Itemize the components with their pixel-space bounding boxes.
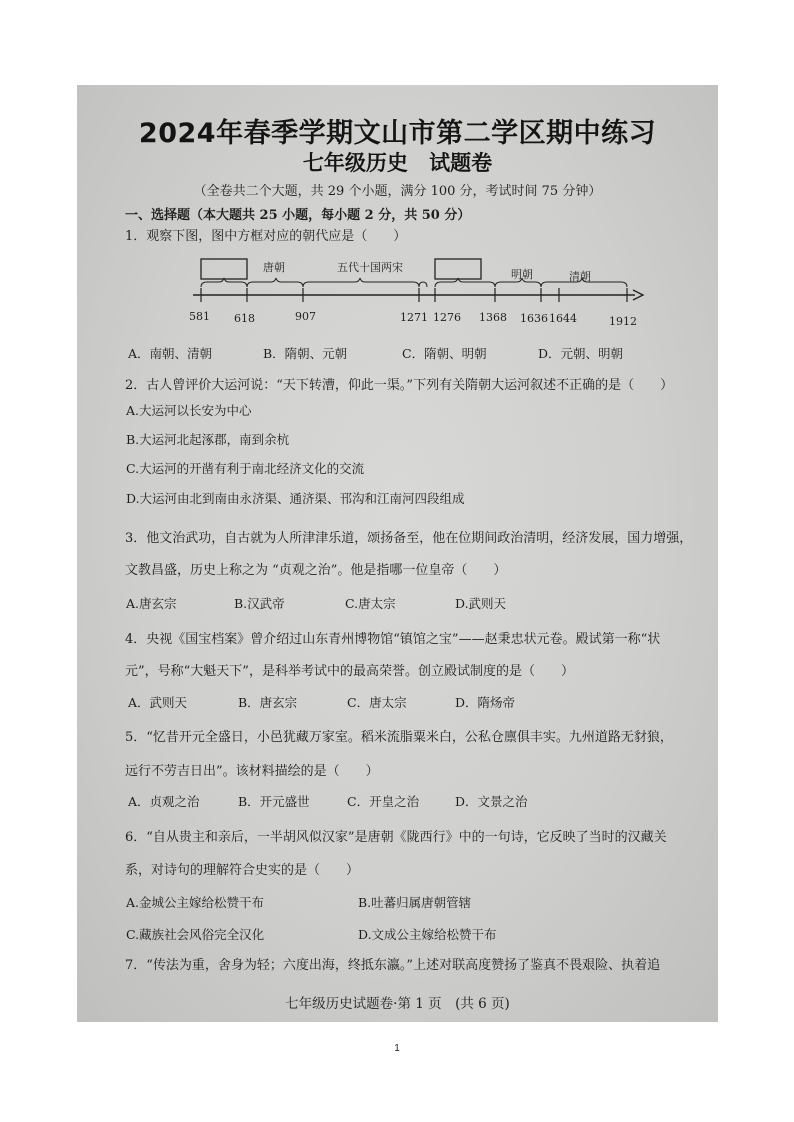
q1-option-a: A．南朝、清朝 (128, 346, 213, 361)
blank-box-2 (435, 259, 481, 279)
dynasty-timeline (187, 250, 657, 335)
q6-option-a: A.金城公主嫁给松赞干布 (126, 895, 265, 910)
q6-option-d: D.文成公主嫁给松赞干布 (358, 927, 497, 942)
question-5-line-2: 远行不劳吉日出”。该材料描绘的是（ ） (125, 764, 379, 779)
year-581: 581 (189, 310, 210, 323)
year-1636: 1636 (520, 312, 548, 325)
q4-option-d: D．隋炀帝 (455, 695, 516, 710)
question-4-line-1: 4．央视《国宝档案》曾介绍过山东青州博物馆“镇馆之宝”——赵秉忠状元卷。殿试第一称“状 (125, 632, 661, 647)
question-4-line-2: 元”，号称“大魁天下”，是科举考试中的最高荣誉。创立殿试制度的是（ ） (125, 664, 574, 679)
question-3-line-2: 文教昌盛，历史上称之为 “贞观之治”。他是指哪一位皇帝（ ） (125, 563, 507, 578)
q5-option-c: C．开皇之治 (347, 794, 420, 809)
q4-option-a: A．武则天 (128, 695, 188, 710)
q5-option-b: B．开元盛世 (238, 794, 310, 809)
year-1912: 1912 (609, 315, 637, 328)
exam-subtitle: 七年级历史 试题卷 (302, 151, 493, 175)
q2-option-d: D.大运河由北到南由永济渠、通济渠、邗沟和江南河四段组成 (126, 491, 465, 506)
q5-option-d: D．文景之治 (455, 794, 528, 809)
label-tang: 唐朝 (263, 261, 285, 274)
q1-option-b: B．隋朝、元朝 (263, 346, 348, 361)
label-wudai: 五代十国两宋 (337, 261, 403, 274)
q1-option-d: D．元朝、明朝 (538, 346, 624, 361)
q2-option-b: B.大运河北起涿郡，南到余杭 (126, 432, 290, 447)
q6-option-b: B.吐蕃归属唐朝管辖 (358, 895, 472, 910)
year-1368: 1368 (479, 311, 507, 324)
year-1271: 1271 (400, 311, 428, 324)
q3-option-a: A.唐玄宗 (126, 596, 177, 611)
blank-box-1 (201, 259, 247, 279)
question-7-line-1: 7．“传法为重，舍身为轻；六度出海，终抵东瀛。”上述对联高度赞扬了鉴真不畏艰险、执着追 (125, 958, 661, 973)
q3-option-b: B.汉武帝 (234, 596, 285, 611)
page-number: 1 (394, 1043, 400, 1054)
q6-option-c: C.藏族社会风俗完全汉化 (126, 927, 265, 942)
scanned-exam-page (77, 85, 718, 1022)
year-907: 907 (295, 310, 316, 323)
q3-option-d: D.武则天 (455, 596, 507, 611)
year-618: 618 (234, 312, 255, 325)
year-1276: 1276 (433, 311, 461, 324)
q5-option-a: A．贞观之治 (128, 794, 200, 809)
label-ming: 明朝 (511, 268, 533, 281)
q4-option-c: C．唐太宗 (347, 695, 407, 710)
q4-option-b: B．唐玄宗 (238, 695, 298, 710)
page-footer: 七年级历史试题卷·第 1 页 (共 6 页) (285, 996, 510, 1012)
q3-option-c: C.唐太宗 (345, 596, 396, 611)
q2-option-c: C.大运河的开凿有利于南北经济文化的交流 (126, 461, 365, 476)
exam-title: 2024年春季学期文山市第二学区期中练习 (138, 118, 657, 149)
question-6-line-1: 6．“自从贵主和亲后，一半胡风似汉家”是唐朝《陇西行》中的一句诗，它反映了当时的汉藏关 (125, 830, 667, 845)
question-5-line-1: 5．“忆昔开元全盛日，小邑犹藏万家室。稻米流脂粟米白，公私仓廪俱丰实。九州道路无豺狼， (125, 730, 673, 745)
section-heading: 一、选择题（本大题共 25 小题，每小题 2 分，共 50 分） (125, 208, 471, 223)
label-qing: 清朝 (569, 270, 591, 283)
exam-info: （全卷共二个大题，共 29 个小题，满分 100 分，考试时间 75 分钟） (193, 184, 602, 199)
q2-option-a: A.大运河以长安为中心 (126, 403, 252, 418)
question-1-stem: 1．观察下图，图中方框对应的朝代应是（ ） (125, 229, 407, 244)
question-6-line-2: 系，对诗句的理解符合史实的是（ ） (125, 863, 360, 878)
year-1644: 1644 (549, 312, 577, 325)
question-2-stem: 2．古人曾评价大运河说：“天下转漕，仰此一渠。”下列有关隋朝大运河叙述不正确的是（ ） (125, 378, 674, 393)
question-3-line-1: 3．他文治武功，自古就为人所津津乐道，颂扬备至，他在位期间政治清明，经济发展，国力增强， (125, 531, 693, 546)
q1-option-c: C．隋朝、明朝 (402, 346, 487, 361)
